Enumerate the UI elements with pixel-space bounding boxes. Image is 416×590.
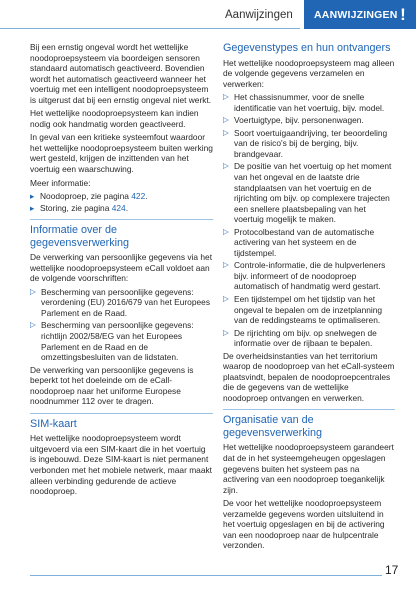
list-item-text: Soort voertuigaandrijving, ter beoordeling van de risico's bij de berging, bijv. brandgevaar. [234,127,388,159]
list-item [223,294,395,326]
list-item-text: De rijrichting om bijv. op snelwegen de informatie over de rijbaan te bepalen. [234,327,377,349]
list-item-text: Het chassisnummer, voor de snelle identificatie van het voertuig, bijv. model. [234,92,385,113]
list-item [223,115,395,126]
list-item [223,260,395,292]
section-title: Aanwijzingen [225,9,293,21]
triangle-bullet-icon: ▷ [223,92,229,102]
chapter-tab-label: AANWIJZINGEN [314,8,398,21]
paragraph: Het wettelijke noodoproepsysteem mag alleen de volgende gegevens verzamelen en verwerken: [223,57,395,89]
list-item-text: Een tijdstempel om het tijdstip van het ongeval te bepalen om de inzetplanning van de reddingsteams te optimaliseren. [234,293,383,326]
triangle-bullet-icon: ▷ [223,327,229,337]
arrow-right-icon: ▸ [30,202,35,213]
triangle-bullet-icon: ▷ [30,320,36,330]
arrow-right-icon: ▸ [30,191,35,202]
triangle-bullet-icon: ▷ [30,286,36,296]
heading-data-processing: Informatie over de gegevensverwerking [30,219,213,249]
page-header [0,0,416,32]
list-item-text: Voertuigtype, bijv. personenwagen. [234,115,364,126]
reference-text: Noodoproep, zie pagina [40,191,132,202]
list-item [223,92,395,113]
page-number: 17 [385,563,399,577]
triangle-bullet-icon: ▷ [223,115,229,125]
triangle-bullet-icon: ▷ [223,260,229,270]
list-item-text: Bescherming van persoonlijke gegevens: verordening (EU) 2016/679 van het Europees Parlement en de Raad. [41,286,211,318]
reference-end: . [145,191,148,202]
list-item [223,227,395,259]
paragraph: De voor het wettelijke noodoproepsysteem verzamelde gegevens worden uitsluitend in het voertuig opgeslagen en bij de activering van een noodoproep naar de hulpcentrale verzonden. [223,498,385,551]
triangle-bullet-icon: ▷ [223,293,229,303]
paragraph: Het wettelijke noodoproepsysteem garandeert dat de in het systeemgeheugen opgeslagen gegevens buiten het systeem pas na activering van een noodoproep toegankelijk zijn. [223,442,394,495]
page-link[interactable]: 424 [111,202,126,213]
paragraph: De overheidsinstanties van het territorium waarop de noodoproep van het eCall-systeem plaatsvindt, bepalen de noodoproepcentrales die de gegevens van de wettelijke noodoproep ontvangen en verwerken. [223,350,395,403]
cross-reference[interactable] [30,203,213,214]
triangle-bullet-icon: ▷ [223,127,229,137]
list-item-text: De positie van het voertuig op het moment van het ongeval en de laatste drie standplaatsen van het voertuig en de rijrichting om bijv. op complexere trajecten een snellere plaatsbepaling van het voertuig mogelijk te maken. [234,161,392,225]
list-item-text: Bescherming van persoonlijke gegevens: richtlijn 2002/58/EG van het Europees Parlement en de Raad en de omzettingsbesluiten van de lidstaten. [41,320,194,363]
list-item-text: Controle-informatie, die de hulpverleners bijv. informeert of de noodoproep automatisch of handmatig werd gestart. [234,260,386,292]
header-rule [0,28,300,29]
list-item [223,128,395,160]
chapter-tab[interactable] [304,0,416,29]
list-item-text: Protocolbestand van de automatische activering van het systeem en de tijdstempel. [234,226,375,258]
paragraph: Het wettelijke noodoproepsysteem kan indien nodig ook handmatig worden geactiveerd. [30,108,199,129]
paragraph: Het wettelijke noodoproepsysteem wordt uitgevoerd via een SIM-kaart die in het voertuig is ingebouwd. Deze SIM-kaart is niet permanent verbonden met het mobiele netwerk, maar maakt alleen verbinding gedurende de actieve noodoproep. [30,433,213,497]
page-link[interactable]: 422 [131,191,146,202]
list-item [30,287,213,319]
paragraph: Bij een ernstig ongeval wordt het wettelijke noodoproepsysteem via boordeigen sensoren standaard automatisch geactiveerd. Bovendien wordt het automatisch geactiveerd wanneer het voertuig met een intelligent noodoproepsysteem is uitgerust dat bij een ernstig ongeval niet werkt. [30,42,212,105]
list-item [223,161,395,224]
footer-rule [30,575,382,576]
paragraph: De verwerking van persoonlijke gegevens via het wettelijke noodoproepsysteem eCall voldoet aan de volgende voorschriften: [30,252,213,284]
right-column [223,42,395,554]
heading-data-types: Gegevenstypes en hun ontvangers [223,42,391,54]
reference-text: Storing, zie pagina [40,202,112,213]
paragraph: De verwerking van persoonlijke gegevens is beperkt tot het doeleinde om de eCall-noodoproep naar het uniforme Europese noodnummer 112 over te dragen. [30,364,194,407]
heading-sim-card: SIM-kaart [30,413,213,431]
list-item [30,320,213,362]
paragraph: Meer informatie: [30,177,91,188]
list-item [223,328,395,349]
triangle-bullet-icon: ▷ [223,226,229,236]
reference-end: . [125,202,129,213]
left-column [30,42,213,500]
cross-reference[interactable] [30,191,213,202]
triangle-bullet-icon: ▷ [223,161,229,171]
exclamation-icon: ! [400,5,406,24]
heading-organisation: Organisatie van de gegevensverwerking [223,409,395,439]
paragraph: In geval van een kritieke systeemfout waardoor het wettelijke noodoproepsysteem buiten werking wert gesteld, krijgen de inzittenden van het voertuig een waarschuwing. [30,132,213,175]
